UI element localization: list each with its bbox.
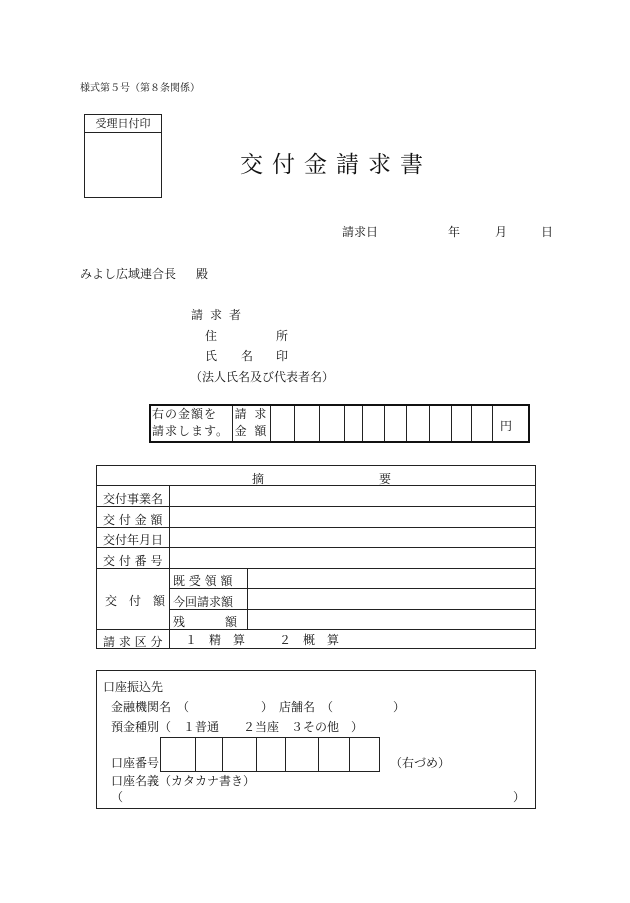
amount-digit-cell[interactable] bbox=[294, 406, 319, 441]
amount-digit-cell[interactable] bbox=[406, 406, 429, 441]
claimant-name-label: 氏 bbox=[205, 349, 218, 363]
category-option-estimate[interactable]: ２ 概 算 bbox=[279, 633, 340, 647]
row-label-grant: 交 付 額 bbox=[105, 594, 166, 608]
amount-statement-line: 請求します。 bbox=[152, 424, 230, 438]
bank-institution-label: 金融機関名 （ ） 店舗名 （ ） bbox=[111, 700, 406, 714]
row-label-received: 既 受 領 額 bbox=[173, 574, 233, 588]
reception-stamp-box bbox=[84, 114, 162, 198]
amount-digit-cell[interactable] bbox=[429, 406, 451, 441]
account-name-paren-open: （ bbox=[111, 790, 124, 804]
amount-statement bbox=[151, 406, 233, 441]
amount-digit-cell[interactable] bbox=[319, 406, 344, 441]
claimant-address-label: 住 bbox=[205, 329, 218, 343]
summary-header: 摘 bbox=[252, 472, 265, 486]
bank-title: 口座振込先 bbox=[103, 680, 164, 694]
account-number-grid bbox=[160, 737, 380, 772]
addressee-honorific: 殿 bbox=[196, 267, 209, 281]
reception-stamp-label: 受理日付印 bbox=[85, 115, 161, 133]
form-number: 様式第５号（第８条関係） bbox=[80, 83, 200, 94]
deposit-type-label: 預金種別（ １普通 ２当座 ３その他 ） bbox=[111, 720, 364, 734]
row-label-grant-number: 交 付 番 号 bbox=[103, 554, 163, 568]
account-digit-divider bbox=[318, 738, 319, 771]
account-name-label: 口座名義（カタカナ書き） bbox=[111, 774, 256, 788]
amount-label-line: 請 求 bbox=[234, 407, 269, 421]
amount-digit-cell[interactable] bbox=[451, 406, 471, 441]
row-label-grant-date: 交付年月日 bbox=[103, 533, 164, 547]
claimant-address-label: 所 bbox=[276, 329, 289, 343]
yen-unit-label: 円 bbox=[499, 419, 512, 433]
account-digit-divider bbox=[195, 738, 196, 771]
request-date-label: 請求日 bbox=[342, 225, 379, 239]
summary-table bbox=[96, 465, 536, 649]
amount-digit-cell[interactable] bbox=[362, 406, 384, 441]
date-day-label: 日 bbox=[541, 225, 554, 239]
account-digit-divider bbox=[349, 738, 350, 771]
date-year-label: 年 bbox=[448, 225, 461, 239]
claimant-seal-label: 印 bbox=[276, 349, 289, 363]
account-name-paren-close: ） bbox=[513, 790, 526, 804]
account-digit-divider bbox=[285, 738, 286, 771]
amount-digit-cell[interactable] bbox=[384, 406, 406, 441]
amount-label bbox=[232, 406, 270, 441]
account-digit-divider bbox=[222, 738, 223, 771]
bank-transfer-box bbox=[96, 670, 536, 809]
claimant-corporate-note: （法人氏名及び代表者名） bbox=[190, 370, 335, 384]
row-label-category: 請 求 区 分 bbox=[103, 635, 163, 649]
page-title: 交付金請求書 bbox=[240, 152, 432, 178]
account-digit-divider bbox=[256, 738, 257, 771]
amount-digit-cell[interactable] bbox=[270, 406, 294, 441]
account-number-label: 口座番号 bbox=[111, 756, 160, 770]
row-label-balance: 額 bbox=[225, 615, 238, 629]
row-label-project-name: 交付事業名 bbox=[103, 492, 164, 506]
date-month-label: 月 bbox=[495, 225, 508, 239]
category-option-final[interactable]: １ 精 算 bbox=[185, 633, 246, 647]
row-label-grant-amount: 交 付 金 額 bbox=[103, 513, 163, 527]
summary-header: 要 bbox=[379, 472, 392, 486]
row-label-balance: 残 bbox=[173, 615, 186, 629]
addressee-name: みよし広域連合長 bbox=[80, 267, 177, 281]
amount-digit-cell[interactable] bbox=[471, 406, 492, 441]
amount-table bbox=[149, 404, 530, 443]
row-label-this-request: 今回請求額 bbox=[173, 595, 234, 609]
amount-label-line: 金 額 bbox=[234, 424, 269, 438]
claimant-label: 請求者 bbox=[191, 308, 249, 322]
right-align-note: （右づめ） bbox=[390, 756, 451, 770]
amount-digit-cell[interactable] bbox=[344, 406, 362, 441]
amount-statement-line: 右の金額を bbox=[152, 407, 218, 421]
claimant-name-label: 名 bbox=[241, 349, 254, 363]
